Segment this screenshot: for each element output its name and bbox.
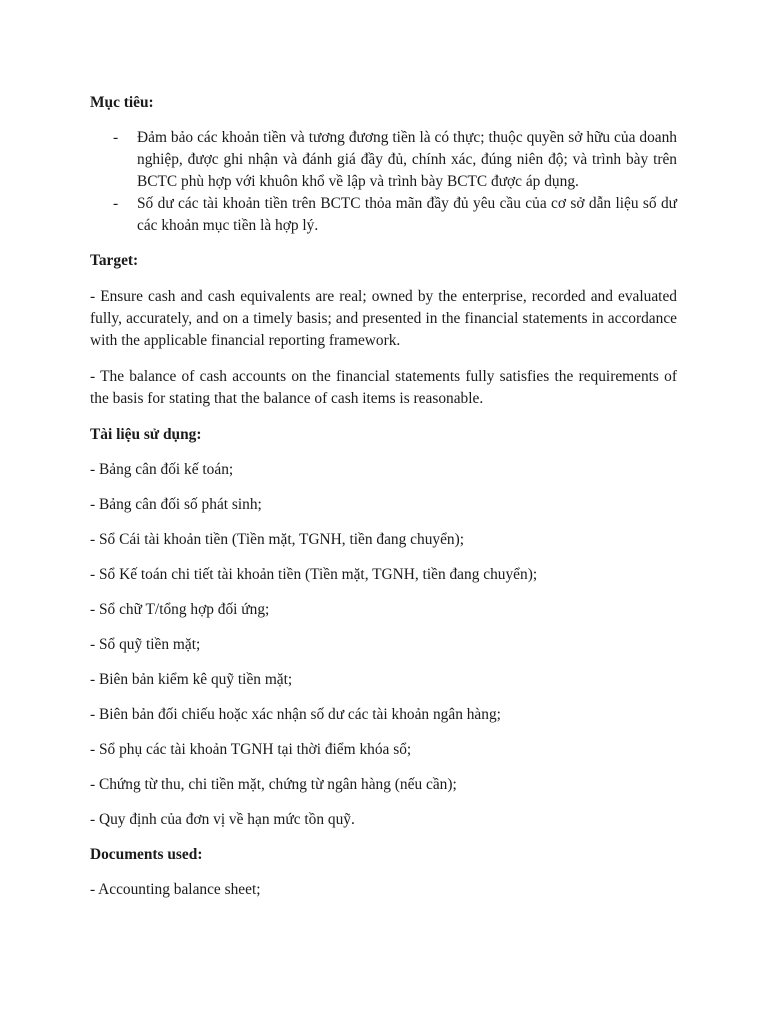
document-list-item: - Bảng cân đối số phát sinh; [90,496,262,513]
document-list-item: - Sổ quỹ tiền mặt; [90,636,201,653]
document-page [90,92,677,901]
document-list-item: - Sổ chữ T/tổng hợp đối ứng; [90,601,270,618]
goal-item-text: Số dư các tài khoản tiền trên BCTC thỏa mãn đầy đủ yêu cầu của cơ sở dẫn liệu số dư các khoản mục tiền là hợp lý. [137,195,677,234]
section-heading-documents-en: Documents used: [90,846,203,863]
dash-bullet: - [113,195,119,212]
target-paragraph: - The balance of cash accounts on the financial statements fully satisfies the requirements of the basis for stating that the balance of cash items is reasonable. [90,368,677,407]
document-list-item: - Sổ Kế toán chi tiết tài khoản tiền (Tiền mặt, TGNH, tiền đang chuyển); [90,566,538,583]
document-list-item: - Quy định của đơn vị về hạn mức tồn quỹ. [90,811,355,828]
document-list-item: - Sổ phụ các tài khoản TGNH tại thời điểm khóa sổ; [90,741,412,758]
document-list-item: - Chứng từ thu, chi tiền mặt, chứng từ ngân hàng (nếu cần); [90,776,457,793]
section-heading-documents-vi: Tài liệu sử dụng: [90,426,202,443]
goal-item [90,193,677,237]
document-list-item: - Biên bản đối chiếu hoặc xác nhận số dư các tài khoản ngân hàng; [90,706,501,723]
goal-list [90,127,677,237]
document-list-item: - Accounting balance sheet; [90,881,261,898]
document-list-item: - Bảng cân đối kế toán; [90,461,234,478]
document-list-item: - Biên bản kiểm kê quỹ tiền mặt; [90,671,293,688]
dash-bullet: - [113,129,119,146]
goal-item-text: Đảm bảo các khoản tiền và tương đương tiền là có thực; thuộc quyền sở hữu của doanh nghiệp, được ghi nhận và đánh giá đầy đủ, chính xác, đúng niên độ; và trình bày trên BCTC phù hợp với khuôn khổ về lập và trình bày BCTC được áp dụng. [137,129,677,190]
section-heading-goal: Mục tiêu: [90,94,154,111]
document-list-item: - Sổ Cái tài khoản tiền (Tiền mặt, TGNH, tiền đang chuyển); [90,531,465,548]
section-heading-target: Target: [90,252,139,269]
goal-item [90,127,677,193]
target-paragraph: - Ensure cash and cash equivalents are real; owned by the enterprise, recorded and evaluated fully, accurately, and on a timely basis; and presented in the financial statements in accordance with the applicable financial reporting framework. [90,288,677,349]
